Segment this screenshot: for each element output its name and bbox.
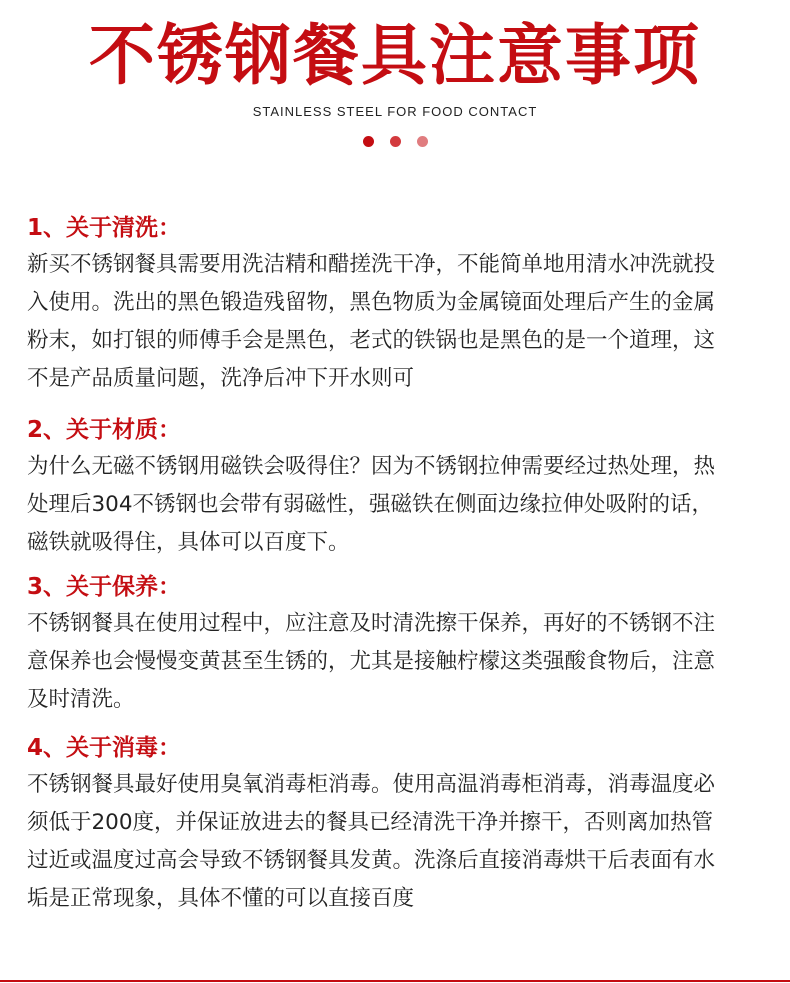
- paragraph-line: 不锈钢餐具最好使用臭氧消毒柜消毒。使用高温消毒柜消毒，消毒温度必: [27, 772, 716, 797]
- page-title: 不锈钢餐具注意事项: [89, 17, 701, 94]
- paragraph-line: 须低于200度，并保证放进去的餐具已经清洗干净并擦干，否则离加热管: [27, 810, 714, 835]
- paragraph-line: 新买不锈钢餐具需要用洗洁精和醋搓洗干净，不能简单地用清水冲洗就投: [27, 252, 716, 277]
- paragraph-line: 意保养也会慢慢变黄甚至生锈的，尤其是接触柠檬这类强酸食物后，注意: [27, 649, 716, 674]
- paragraph-line: 粉末，如打银的师傅手会是黑色，老式的铁锅也是黑色的是一个道理，这: [27, 328, 716, 353]
- dot-icon: [363, 136, 374, 147]
- paragraph-line: 及时清洗。: [27, 687, 135, 712]
- section-heading: 1、关于清洗：: [27, 215, 182, 241]
- paragraph-line: 为什么无磁不锈钢用磁铁会吸得住？因为不锈钢拉伸需要经过热处理，热: [27, 454, 716, 479]
- paragraph-line: 不是产品质量问题，洗净后冲下开水则可: [27, 366, 415, 391]
- paragraph-line: 过近或温度过高会导致不锈钢餐具发黄。洗涤后直接消毒烘干后表面有水: [27, 848, 716, 873]
- dot-icon: [417, 136, 428, 147]
- section-2: [27, 412, 787, 562]
- section-heading: 3、关于保养：: [27, 574, 182, 600]
- paragraph-line: 垢是正常现象，具体不懂的可以直接百度: [27, 886, 415, 911]
- section-heading: 4、关于消毒：: [27, 735, 182, 761]
- section-1: [27, 210, 787, 398]
- paragraph-line: 入使用。洗出的黑色锻造残留物，黑色物质为金属镜面处理后产生的金属: [27, 290, 716, 315]
- section-3: [27, 569, 787, 719]
- dot-icon: [390, 136, 401, 147]
- bottom-divider: [0, 980, 790, 982]
- page-subtitle: STAINLESS STEEL FOR FOOD CONTACT: [252, 104, 538, 119]
- decorative-dots: [0, 136, 790, 147]
- paragraph-line: 磁铁就吸得住，具体可以百度下。: [27, 530, 350, 555]
- paragraph-line: 处理后304不锈钢也会带有弱磁性，强磁铁在侧面边缘拉伸处吸附的话，: [27, 492, 714, 517]
- paragraph-line: 不锈钢餐具在使用过程中，应注意及时清洗擦干保养，再好的不锈钢不注: [27, 611, 716, 636]
- section-heading: 2、关于材质：: [27, 417, 182, 443]
- section-4: [27, 730, 787, 918]
